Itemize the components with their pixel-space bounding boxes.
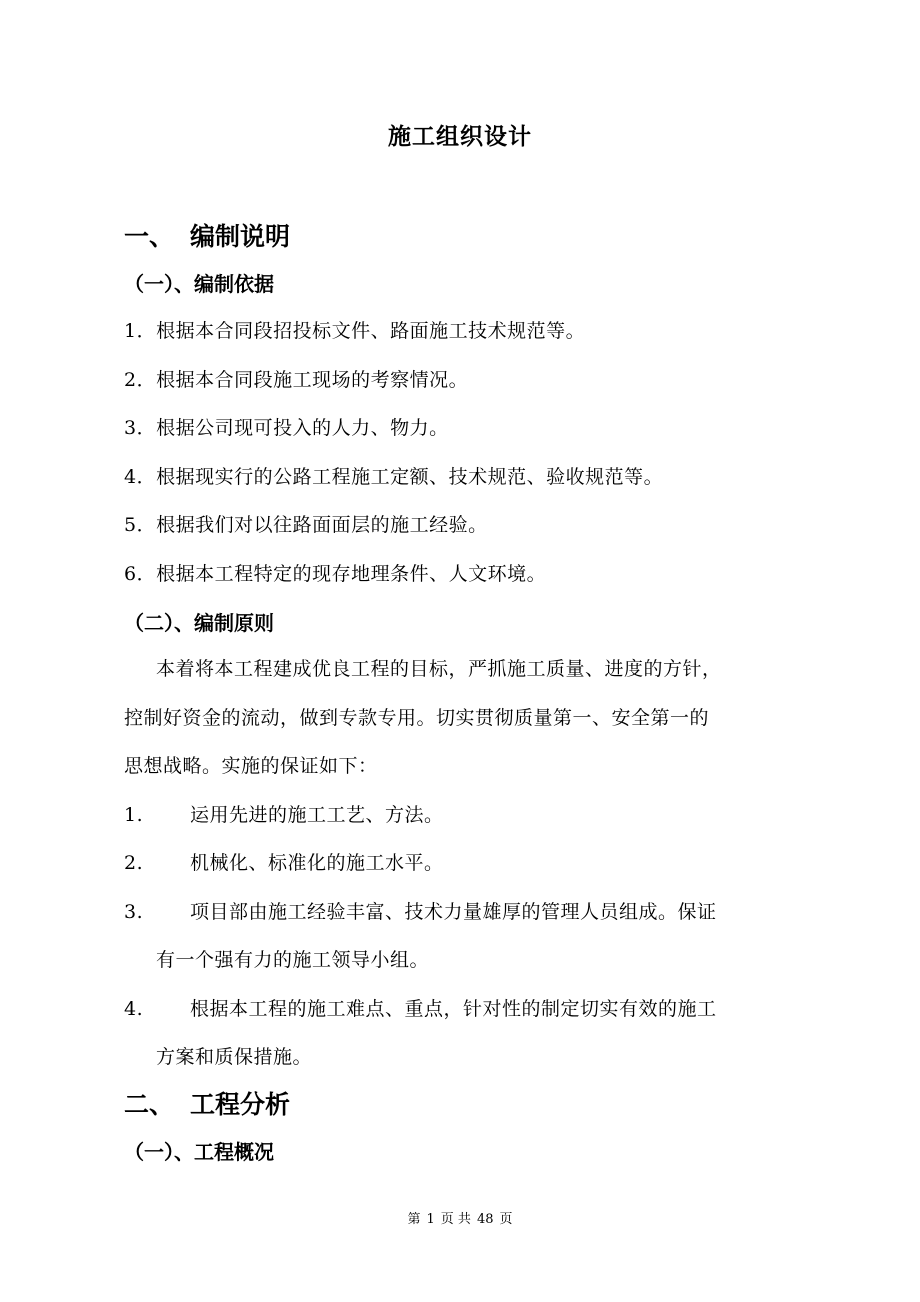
list-item-continuation: 有一个强有力的施工领导小组。 <box>156 949 430 971</box>
list-item-number: 4. <box>124 998 144 1020</box>
list-item: 3．根据公司现可投入的人力、物力。 <box>124 417 449 439</box>
list-item: 6．根据本工程特定的现存地理条件、人文环境。 <box>124 563 547 585</box>
list-item-text: 项目部由施工经验丰富、技术力量雄厚的管理人员组成。保证 <box>190 901 717 923</box>
section-heading-2 <box>124 1085 290 1121</box>
list-item-number: 2. <box>124 852 144 874</box>
footer-total-pages: 48 <box>476 1212 494 1227</box>
footer-page-number: 1 <box>426 1212 435 1227</box>
list-item: 4．根据现实行的公路工程施工定额、技术规范、验收规范等。 <box>124 466 664 488</box>
list-item <box>124 994 717 1021</box>
footer-prefix: 第 <box>407 1212 421 1227</box>
document-title: 施工组织设计 <box>388 124 532 150</box>
subsection-heading: （二）、编制原则 <box>124 611 274 635</box>
list-item: 1．根据本合同段招投标文件、路面施工技术规范等。 <box>124 320 586 342</box>
list-item-number: 1. <box>124 804 144 826</box>
section-heading-1 <box>124 217 290 253</box>
list-item-text: 根据本工程的施工难点、重点，针对性的制定切实有效的施工 <box>190 998 717 1020</box>
footer-suffix: 页 <box>499 1212 513 1227</box>
list-item-continuation: 方案和质保措施。 <box>156 1046 313 1068</box>
list-item: 5．根据我们对以往路面面层的施工经验。 <box>124 514 488 536</box>
footer-mid: 页 共 <box>440 1212 471 1227</box>
list-item-number: 3. <box>124 901 144 923</box>
section-number: 一、 <box>124 222 175 251</box>
paragraph-line: 控制好资金的流动，做到专款专用。切实贯彻质量第一、安全第一的 <box>124 707 710 729</box>
paragraph-line: 思想战略。实施的保证如下： <box>124 755 378 777</box>
subsection-heading: （一）、编制依据 <box>124 272 274 296</box>
section-number: 二、 <box>124 1090 175 1119</box>
subsection-heading: （一）、工程概况 <box>124 1140 274 1164</box>
page-footer <box>0 1208 920 1227</box>
section-title: 编制说明 <box>190 222 291 251</box>
list-item-text: 机械化、标准化的施工水平。 <box>190 852 444 874</box>
list-item <box>124 897 717 924</box>
list-item: 2．根据本合同段施工现场的考察情况。 <box>124 369 469 391</box>
section-title: 工程分析 <box>190 1090 291 1119</box>
list-item <box>124 848 444 875</box>
list-item-text: 运用先进的施工工艺、方法。 <box>190 804 444 826</box>
paragraph-line: 本着将本工程建成优良工程的目标，严抓施工质量、进度的方针， <box>156 658 722 680</box>
list-item <box>124 800 444 827</box>
